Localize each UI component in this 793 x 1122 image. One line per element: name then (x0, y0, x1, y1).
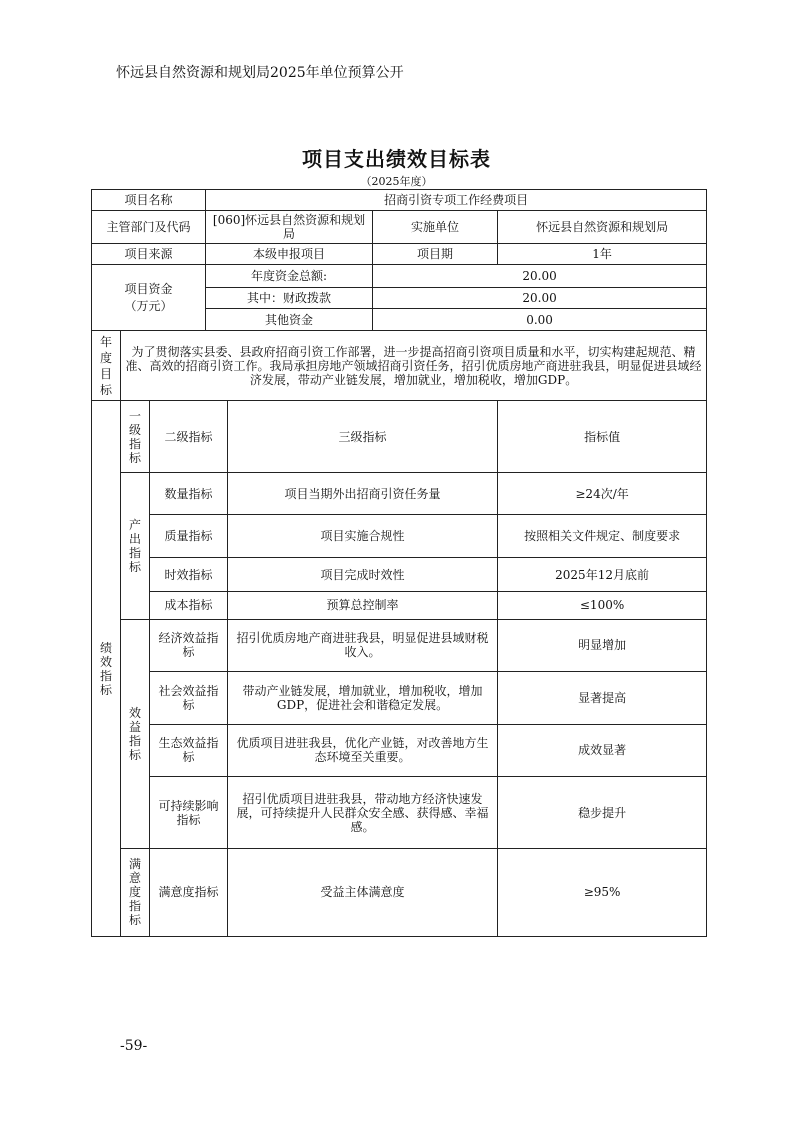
indicator-value-cell: ≥95% (498, 848, 707, 936)
department-row (92, 211, 707, 243)
performance-target-table (91, 189, 707, 937)
table-row (92, 515, 707, 557)
document-header: 怀远县自然资源和规划局2025年单位预算公开 (116, 65, 404, 81)
indicator-value-cell: ≤100% (498, 592, 707, 619)
table-row (92, 592, 707, 619)
level2-cell: 社会效益指标 (150, 672, 228, 725)
level2-cell: 满意度指标 (150, 848, 228, 936)
project-name-row (92, 190, 707, 211)
table-row (92, 777, 707, 849)
level2-cell: 时效指标 (150, 557, 228, 591)
annual-goal-row (92, 331, 707, 401)
level2-cell: 可持续影响指标 (150, 777, 228, 849)
period-value: 1年 (498, 243, 707, 264)
level3-cell: 预算总控制率 (228, 592, 498, 619)
performance-indicators-label: 绩 效 指 标 (92, 401, 121, 937)
source-row (92, 243, 707, 264)
level3-cell: 项目实施合规性 (228, 515, 498, 557)
table-row (92, 619, 707, 672)
table-row (92, 472, 707, 514)
level3-header: 三级指标 (228, 401, 498, 473)
fund-total-label: 年度资金总额: (206, 264, 373, 287)
fund-total-value: 20.00 (373, 264, 707, 287)
benefit-indicators-label: 效 益 指 标 (121, 619, 150, 848)
indicator-value-cell: ≥24次/年 (498, 472, 707, 514)
level3-cell: 带动产业链发展，增加就业，增加税收，增加GDP，促进社会和谐稳定发展。 (228, 672, 498, 725)
project-name-value: 招商引资专项工作经费项目 (206, 190, 707, 211)
source-label: 项目来源 (92, 243, 206, 264)
annual-goal-text: 为了贯彻落实县委、县政府招商引资工作部署，进一步提高招商引资项目质量和水平，切实构建起规范、精准、高效的招商引资工作。我局承担房地产领域招商引资任务，招引优质房地产商进驻我县，明显促进县域经济发展，带动产业链发展，增加就业，增加税收，增加GDP。 (121, 331, 707, 401)
indicator-value-cell: 稳步提升 (498, 777, 707, 849)
level2-cell: 数量指标 (150, 472, 228, 514)
level3-cell: 项目当期外出招商引资任务量 (228, 472, 498, 514)
source-value: 本级申报项目 (206, 243, 373, 264)
level2-cell: 生态效益指标 (150, 724, 228, 777)
level2-cell: 经济效益指标 (150, 619, 228, 672)
indicator-value-cell: 按照相关文件规定、制度要求 (498, 515, 707, 557)
fund-fiscal-value: 20.00 (373, 288, 707, 309)
indicator-value-header: 指标值 (498, 401, 707, 473)
page-title: 项目支出绩效目标表 (302, 147, 491, 171)
level3-cell: 受益主体满意度 (228, 848, 498, 936)
year-subtitle: （2025年度） (360, 175, 433, 188)
fund-fiscal-label: 其中：财政拨款 (206, 288, 373, 309)
implementing-unit-value: 怀远县自然资源和规划局 (498, 211, 707, 243)
level3-cell: 招引优质项目进驻我县，带动地方经济快速发展，可持续提升人民群众安全感、获得感、幸福感。 (228, 777, 498, 849)
level2-cell: 质量指标 (150, 515, 228, 557)
output-indicators-label: 产 出 指 标 (121, 472, 150, 619)
period-label: 项目期 (373, 243, 498, 264)
table-row (92, 724, 707, 777)
project-name-label: 项目名称 (92, 190, 206, 211)
department-label: 主管部门及代码 (92, 211, 206, 243)
level3-cell: 项目完成时效性 (228, 557, 498, 591)
fund-other-value: 0.00 (373, 309, 707, 331)
indicator-value-cell: 2025年12月底前 (498, 557, 707, 591)
fund-label: 项目资金 （万元） (92, 264, 206, 331)
level3-cell: 优质项目进驻我县，优化产业链，对改善地方生态环境至关重要。 (228, 724, 498, 777)
annual-goal-label: 年 度 目 标 (92, 331, 121, 401)
indicator-header-row (92, 401, 707, 473)
fund-other-label: 其他资金 (206, 309, 373, 331)
implementing-unit-label: 实施单位 (373, 211, 498, 243)
fund-total-row (92, 264, 707, 287)
table-row (92, 848, 707, 936)
indicator-value-cell: 明显增加 (498, 619, 707, 672)
level2-header: 二级指标 (150, 401, 228, 473)
level2-cell: 成本指标 (150, 592, 228, 619)
department-value: [060]怀远县自然资源和规划局 (206, 211, 373, 243)
indicator-value-cell: 显著提高 (498, 672, 707, 725)
page-number: -59- (120, 1038, 148, 1054)
level1-header: 一 级 指 标 (121, 401, 150, 473)
indicator-value-cell: 成效显著 (498, 724, 707, 777)
level3-cell: 招引优质房地产商进驻我县，明显促进县域财税收入。 (228, 619, 498, 672)
table-row (92, 557, 707, 591)
satisfaction-indicators-label: 满 意 度 指 标 (121, 848, 150, 936)
table-row (92, 672, 707, 725)
